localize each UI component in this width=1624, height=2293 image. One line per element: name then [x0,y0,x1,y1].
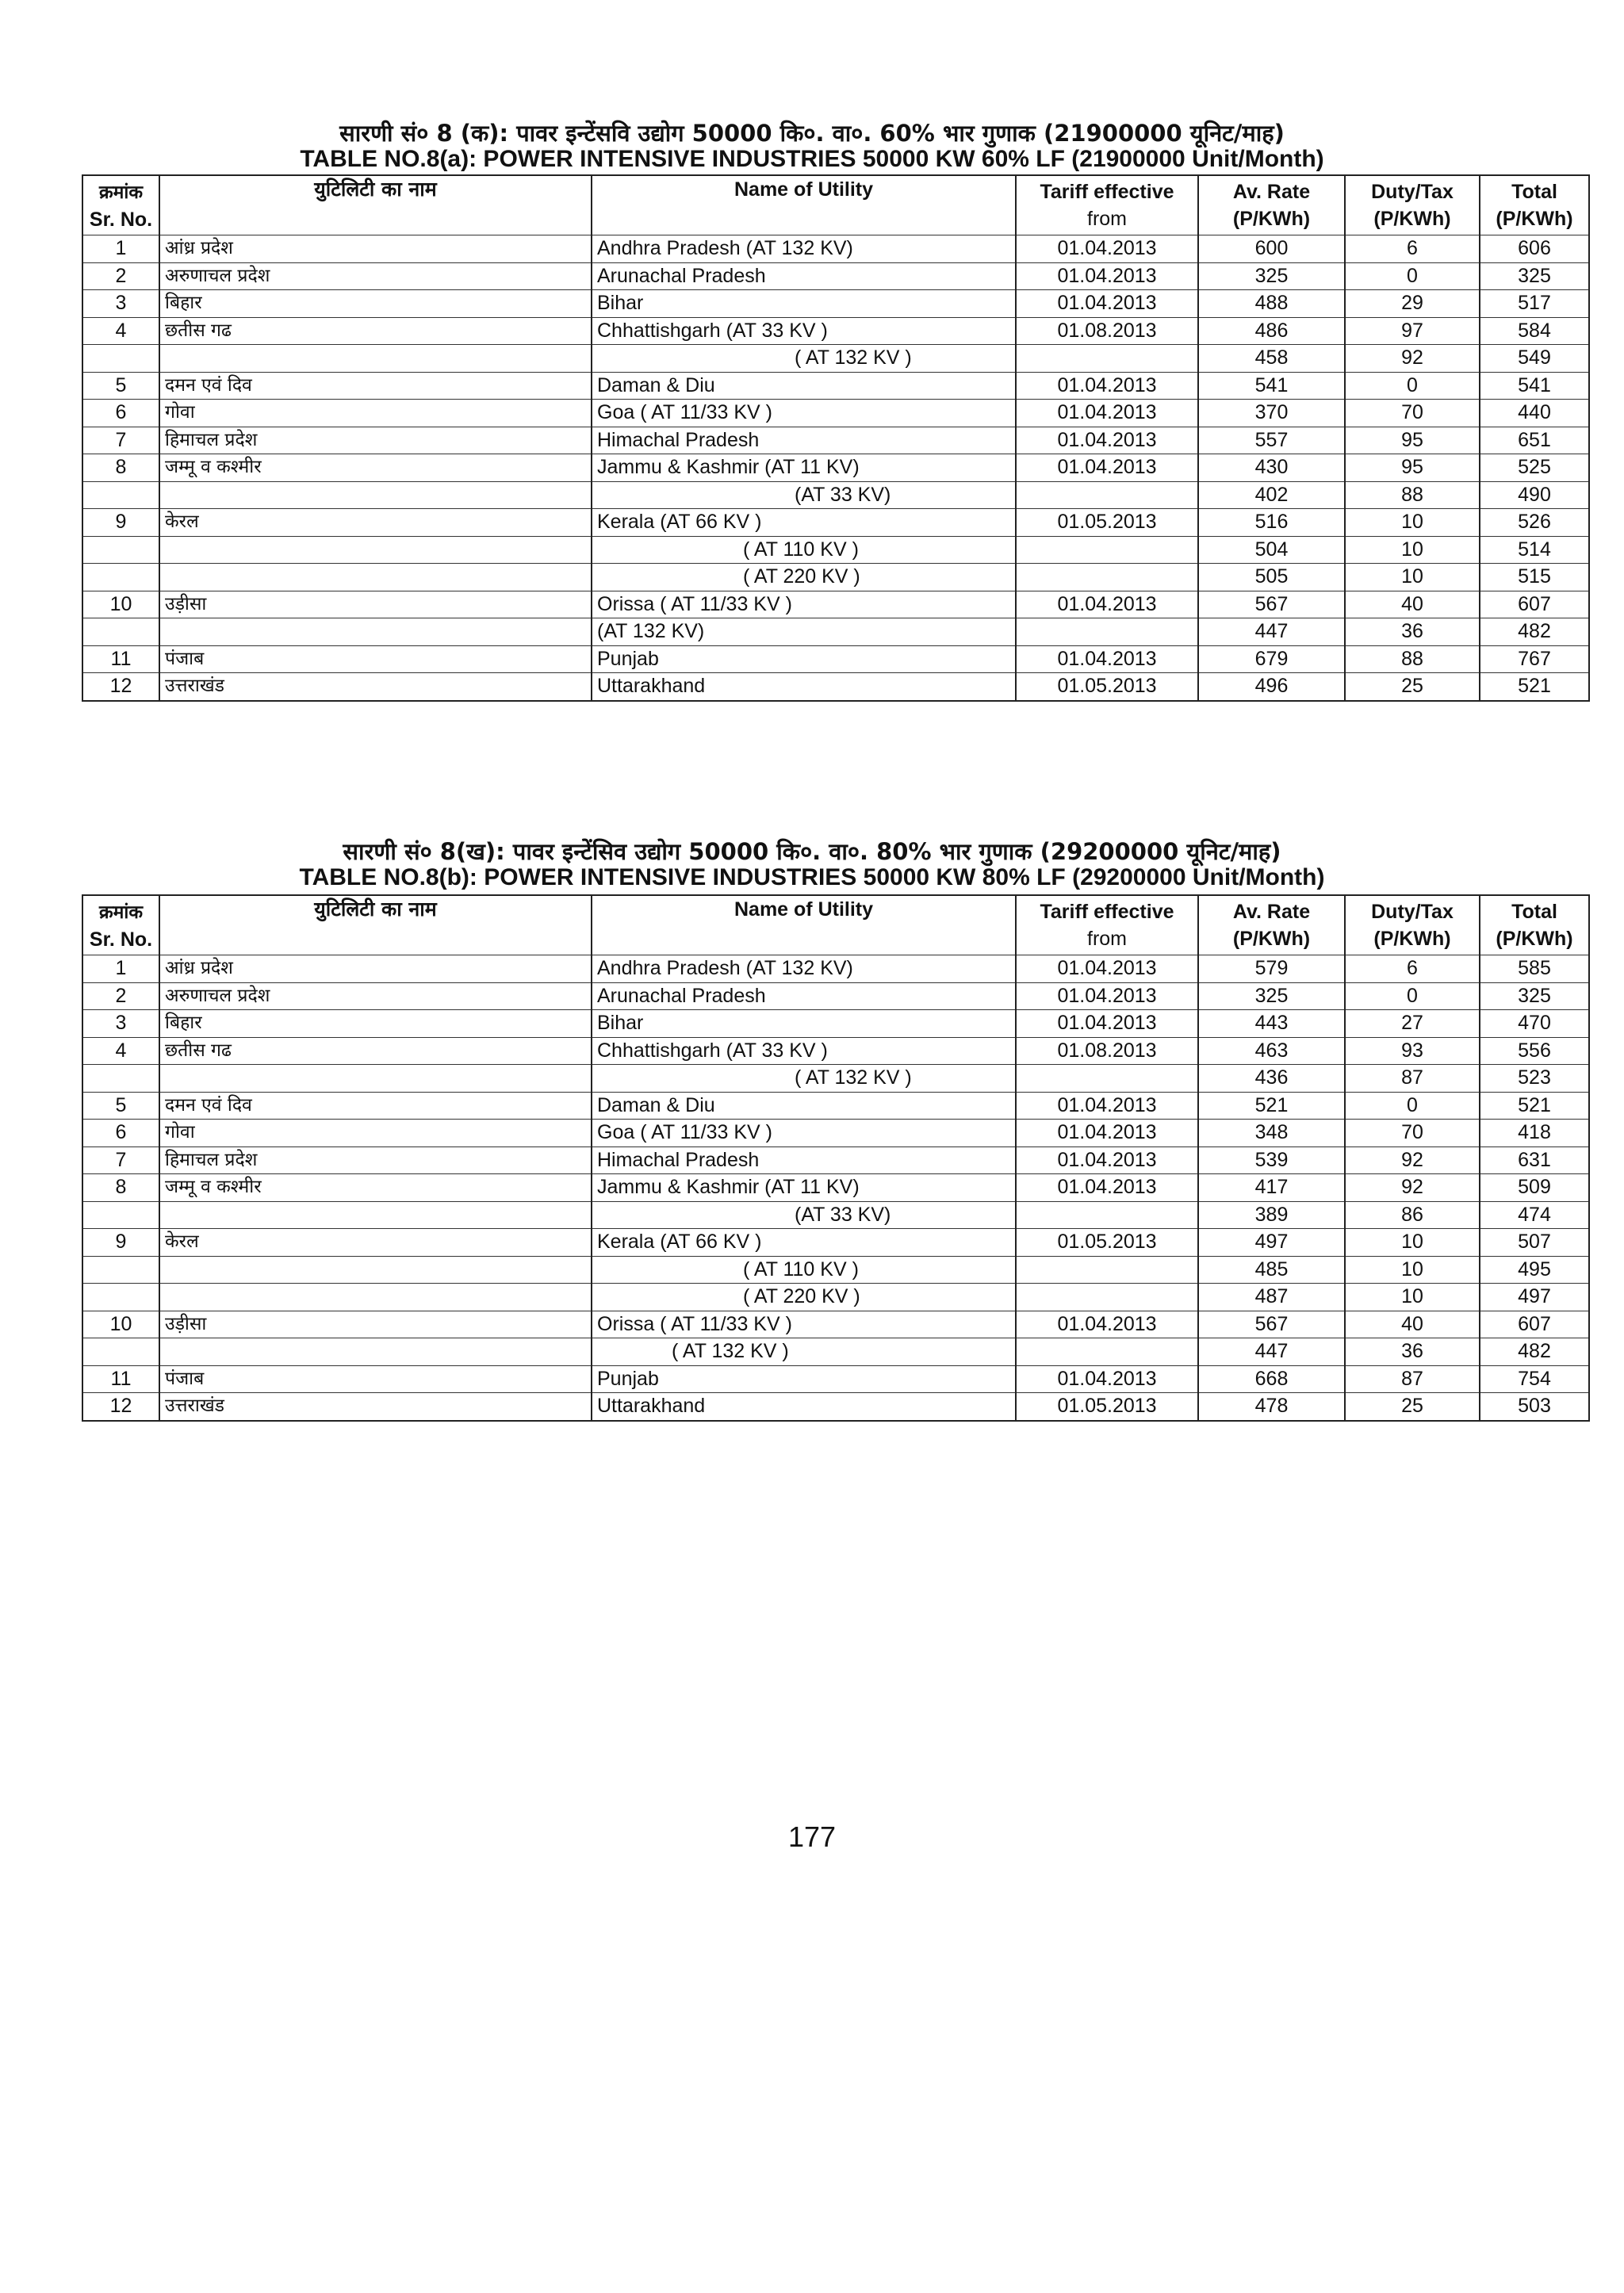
cell-duty-tax: 70 [1345,400,1480,427]
table-row [82,645,1589,673]
cell-utility-hindi: बिहार [159,290,592,318]
cell-utility-hindi: पंजाब [159,645,592,673]
cell-utility-english: Chhattishgarh (AT 33 KV ) [592,317,1016,345]
table-row [82,1174,1589,1202]
cell-av-rate: 458 [1198,345,1345,373]
cell-tariff-date: 01.04.2013 [1016,1120,1198,1147]
cell-av-rate: 504 [1198,536,1345,564]
cell-duty-tax: 92 [1345,345,1480,373]
cell-tariff-date: 01.04.2013 [1016,1365,1198,1393]
cell-av-rate: 487 [1198,1284,1345,1311]
cell-duty-tax: 88 [1345,645,1480,673]
table-row [82,290,1589,318]
cell-duty-tax: 10 [1345,536,1480,564]
cell-utility-hindi [159,481,592,509]
cell-total: 541 [1480,372,1589,400]
cell-utility-english: Daman & Diu [592,1092,1016,1120]
cell-tariff-date: 01.04.2013 [1016,262,1198,290]
table-row [82,1092,1589,1120]
table-row [82,955,1589,983]
table-row [82,1311,1589,1338]
cell-tariff-date: 01.04.2013 [1016,1174,1198,1202]
cell-av-rate: 679 [1198,645,1345,673]
cell-duty-tax: 29 [1345,290,1480,318]
cell-utility-hindi [159,1065,592,1093]
cell-sr-no: 6 [82,400,159,427]
cell-duty-tax: 88 [1345,481,1480,509]
table-row [82,1284,1589,1311]
cell-av-rate: 541 [1198,372,1345,400]
cell-utility-hindi [159,1338,592,1366]
cell-utility-hindi [159,1201,592,1229]
cell-utility-hindi: छतीस गढ [159,317,592,345]
cell-av-rate: 348 [1198,1120,1345,1147]
header-utility-hindi: युटिलिटी का नाम [159,895,592,955]
cell-utility-hindi: उत्तराखंड [159,673,592,701]
cell-utility-english: Daman & Diu [592,372,1016,400]
header-utility-english: Name of Utility [592,175,1016,235]
cell-sr-no: 3 [82,1010,159,1038]
cell-sr-no: 3 [82,290,159,318]
cell-av-rate: 600 [1198,235,1345,263]
table-row [82,481,1589,509]
cell-utility-hindi: अरुणाचल प्रदेश [159,262,592,290]
table-row [82,317,1589,345]
cell-sr-no [82,1065,159,1093]
table-b-body [82,955,1589,1421]
cell-total: 325 [1480,982,1589,1010]
cell-utility-hindi: बिहार [159,1010,592,1038]
table-row [82,1393,1589,1421]
cell-sr-no [82,345,159,373]
table-row [82,235,1589,263]
cell-utility-english: ( AT 132 KV ) [592,1338,1016,1366]
cell-utility-english: Arunachal Pradesh [592,982,1016,1010]
cell-tariff-date [1016,618,1198,646]
cell-duty-tax: 6 [1345,235,1480,263]
cell-total: 521 [1480,673,1589,701]
cell-av-rate: 370 [1198,400,1345,427]
cell-av-rate: 567 [1198,591,1345,618]
cell-utility-english: ( AT 220 KV ) [592,1284,1016,1311]
table-header-row [82,175,1589,235]
table-row [82,564,1589,591]
cell-utility-english: Goa ( AT 11/33 KV ) [592,1120,1016,1147]
cell-sr-no: 5 [82,372,159,400]
cell-total: 470 [1480,1010,1589,1038]
cell-duty-tax: 10 [1345,1229,1480,1257]
cell-duty-tax: 93 [1345,1037,1480,1065]
cell-utility-hindi: केरल [159,509,592,537]
cell-tariff-date: 01.04.2013 [1016,235,1198,263]
table-a [82,174,1590,702]
header-total: Total (P/KWh) [1480,175,1589,235]
cell-tariff-date: 01.04.2013 [1016,372,1198,400]
cell-duty-tax: 0 [1345,982,1480,1010]
cell-tariff-date: 01.04.2013 [1016,427,1198,454]
table-b-caption-english: TABLE NO.8(b): POWER INTENSIVE INDUSTRIES 50000 KW 80% LF (29200000 Unit/Month) [299,864,1325,890]
cell-sr-no: 8 [82,1174,159,1202]
cell-av-rate: 389 [1198,1201,1345,1229]
table-row [82,1065,1589,1093]
cell-utility-english: Andhra Pradesh (AT 132 KV) [592,955,1016,983]
cell-total: 474 [1480,1201,1589,1229]
cell-utility-english: Andhra Pradesh (AT 132 KV) [592,235,1016,263]
cell-total: 440 [1480,400,1589,427]
header-av-rate: Av. Rate (P/KWh) [1198,175,1345,235]
cell-sr-no [82,564,159,591]
cell-utility-hindi: केरल [159,1229,592,1257]
cell-duty-tax: 25 [1345,673,1480,701]
cell-av-rate: 567 [1198,1311,1345,1338]
cell-av-rate: 505 [1198,564,1345,591]
table-row [82,427,1589,454]
cell-sr-no: 1 [82,955,159,983]
cell-utility-english: ( AT 132 KV ) [592,345,1016,373]
table-row [82,1256,1589,1284]
cell-utility-english: ( AT 110 KV ) [592,536,1016,564]
cell-total: 525 [1480,454,1589,482]
header-utility-hindi: युटिलिटी का नाम [159,175,592,235]
cell-av-rate: 447 [1198,618,1345,646]
table-row [82,262,1589,290]
cell-utility-hindi: आंध्र प्रदेश [159,955,592,983]
cell-sr-no: 10 [82,591,159,618]
cell-total: 523 [1480,1065,1589,1093]
cell-utility-english: Kerala (AT 66 KV ) [592,509,1016,537]
cell-duty-tax: 0 [1345,262,1480,290]
cell-sr-no [82,1284,159,1311]
cell-duty-tax: 87 [1345,1365,1480,1393]
cell-utility-hindi: गोवा [159,400,592,427]
cell-utility-hindi: दमन एवं दिव [159,1092,592,1120]
cell-av-rate: 325 [1198,982,1345,1010]
cell-utility-english: ( AT 220 KV ) [592,564,1016,591]
table-row [82,454,1589,482]
cell-total: 754 [1480,1365,1589,1393]
cell-utility-english: Himachal Pradesh [592,1146,1016,1174]
cell-duty-tax: 87 [1345,1065,1480,1093]
table-row [82,591,1589,618]
table-a-caption-english: TABLE NO.8(a): POWER INTENSIVE INDUSTRIES 50000 KW 60% LF (21900000 Unit/Month) [300,146,1324,172]
cell-utility-english: (AT 33 KV) [592,1201,1016,1229]
cell-utility-hindi [159,536,592,564]
table-a-body [82,235,1589,701]
cell-sr-no: 2 [82,262,159,290]
cell-utility-hindi: दमन एवं दिव [159,372,592,400]
cell-total: 585 [1480,955,1589,983]
header-total: Total (P/KWh) [1480,895,1589,955]
cell-total: 607 [1480,1311,1589,1338]
cell-utility-hindi: गोवा [159,1120,592,1147]
table-row [82,345,1589,373]
cell-sr-no: 9 [82,1229,159,1257]
cell-sr-no [82,536,159,564]
cell-total: 515 [1480,564,1589,591]
cell-utility-english: Bihar [592,290,1016,318]
cell-av-rate: 417 [1198,1174,1345,1202]
cell-utility-hindi [159,618,592,646]
cell-av-rate: 443 [1198,1010,1345,1038]
cell-tariff-date: 01.04.2013 [1016,982,1198,1010]
header-duty-tax: Duty/Tax (P/KWh) [1345,175,1480,235]
table-row [82,673,1589,701]
cell-total: 418 [1480,1120,1589,1147]
table-row [82,509,1589,537]
cell-tariff-date: 01.04.2013 [1016,955,1198,983]
cell-av-rate: 463 [1198,1037,1345,1065]
cell-total: 497 [1480,1284,1589,1311]
cell-total: 517 [1480,290,1589,318]
header-tariff-effective: Tariff effective from [1016,895,1198,955]
cell-tariff-date [1016,1284,1198,1311]
cell-utility-hindi [159,1284,592,1311]
cell-duty-tax: 92 [1345,1146,1480,1174]
cell-sr-no: 6 [82,1120,159,1147]
cell-tariff-date: 01.08.2013 [1016,1037,1198,1065]
cell-sr-no: 8 [82,454,159,482]
cell-duty-tax: 40 [1345,1311,1480,1338]
cell-av-rate: 497 [1198,1229,1345,1257]
cell-sr-no: 5 [82,1092,159,1120]
cell-tariff-date: 01.05.2013 [1016,673,1198,701]
cell-utility-english: Chhattishgarh (AT 33 KV ) [592,1037,1016,1065]
cell-duty-tax: 36 [1345,1338,1480,1366]
cell-av-rate: 478 [1198,1393,1345,1421]
cell-sr-no: 7 [82,1146,159,1174]
cell-duty-tax: 97 [1345,317,1480,345]
cell-utility-english: Jammu & Kashmir (AT 11 KV) [592,454,1016,482]
cell-tariff-date: 01.04.2013 [1016,645,1198,673]
cell-total: 651 [1480,427,1589,454]
cell-duty-tax: 36 [1345,618,1480,646]
cell-av-rate: 579 [1198,955,1345,983]
cell-duty-tax: 10 [1345,509,1480,537]
cell-sr-no: 1 [82,235,159,263]
cell-sr-no: 9 [82,509,159,537]
cell-sr-no: 4 [82,317,159,345]
cell-total: 482 [1480,618,1589,646]
header-sr: क्रमांक Sr. No. [82,175,159,235]
cell-duty-tax: 0 [1345,1092,1480,1120]
cell-utility-hindi: उड़ीसा [159,1311,592,1338]
cell-duty-tax: 6 [1345,955,1480,983]
cell-tariff-date: 01.04.2013 [1016,400,1198,427]
table-header-row [82,895,1589,955]
cell-duty-tax: 92 [1345,1174,1480,1202]
cell-utility-hindi [159,345,592,373]
cell-duty-tax: 95 [1345,454,1480,482]
cell-total: 556 [1480,1037,1589,1065]
cell-duty-tax: 70 [1345,1120,1480,1147]
cell-utility-hindi: जम्मू व कश्मीर [159,454,592,482]
cell-sr-no: 11 [82,1365,159,1393]
cell-utility-english: Punjab [592,645,1016,673]
cell-duty-tax: 10 [1345,1284,1480,1311]
cell-av-rate: 402 [1198,481,1345,509]
cell-duty-tax: 25 [1345,1393,1480,1421]
cell-tariff-date [1016,536,1198,564]
cell-utility-hindi: आंध्र प्रदेश [159,235,592,263]
cell-av-rate: 486 [1198,317,1345,345]
cell-utility-english: Arunachal Pradesh [592,262,1016,290]
cell-duty-tax: 10 [1345,1256,1480,1284]
cell-utility-hindi: जम्मू व कश्मीर [159,1174,592,1202]
cell-sr-no [82,1338,159,1366]
cell-tariff-date [1016,1065,1198,1093]
table-row [82,1338,1589,1366]
cell-av-rate: 557 [1198,427,1345,454]
header-utility-english: Name of Utility [592,895,1016,955]
cell-total: 607 [1480,591,1589,618]
cell-av-rate: 668 [1198,1365,1345,1393]
cell-utility-hindi: अरुणाचल प्रदेश [159,982,592,1010]
table-a-caption-hindi: सारणी सं० 8 (क): पावर इन्टेंसवि उद्योग 50000 कि०. वा०. 60% भार गुणाक (21900000 यूनिट/माह) [339,120,1285,147]
header-av-rate: Av. Rate (P/KWh) [1198,895,1345,955]
cell-duty-tax: 95 [1345,427,1480,454]
cell-sr-no: 7 [82,427,159,454]
cell-sr-no: 12 [82,673,159,701]
table-row [82,536,1589,564]
table-row [82,1365,1589,1393]
cell-duty-tax: 10 [1345,564,1480,591]
cell-av-rate: 485 [1198,1256,1345,1284]
cell-av-rate: 496 [1198,673,1345,701]
cell-total: 631 [1480,1146,1589,1174]
cell-utility-english: Himachal Pradesh [592,427,1016,454]
cell-total: 549 [1480,345,1589,373]
cell-utility-english: Orissa ( AT 11/33 KV ) [592,591,1016,618]
cell-sr-no [82,1201,159,1229]
cell-sr-no: 4 [82,1037,159,1065]
cell-sr-no [82,481,159,509]
cell-duty-tax: 27 [1345,1010,1480,1038]
cell-utility-english: Uttarakhand [592,673,1016,701]
cell-tariff-date: 01.04.2013 [1016,1092,1198,1120]
cell-sr-no [82,1256,159,1284]
cell-utility-english: (AT 33 KV) [592,481,1016,509]
cell-av-rate: 325 [1198,262,1345,290]
cell-sr-no: 11 [82,645,159,673]
table-b-caption-hindi: सारणी सं० 8(ख): पावर इन्टेंसिव उद्योग 50000 कि०. वा०. 80% भार गुणाक (29200000 यूनिट/माह) [343,838,1281,865]
table-row [82,1120,1589,1147]
cell-tariff-date: 01.04.2013 [1016,1010,1198,1038]
cell-utility-english: Goa ( AT 11/33 KV ) [592,400,1016,427]
cell-tariff-date: 01.04.2013 [1016,1146,1198,1174]
table-row [82,400,1589,427]
cell-utility-hindi [159,564,592,591]
cell-utility-hindi: छतीस गढ [159,1037,592,1065]
cell-tariff-date: 01.04.2013 [1016,1311,1198,1338]
page-number: 177 [787,1820,837,1853]
cell-utility-hindi: उड़ीसा [159,591,592,618]
cell-sr-no: 10 [82,1311,159,1338]
cell-utility-hindi: हिमाचल प्रदेश [159,427,592,454]
cell-sr-no: 12 [82,1393,159,1421]
table-b [82,894,1590,1422]
cell-duty-tax: 86 [1345,1201,1480,1229]
cell-total: 606 [1480,235,1589,263]
cell-tariff-date [1016,1256,1198,1284]
cell-av-rate: 430 [1198,454,1345,482]
cell-av-rate: 436 [1198,1065,1345,1093]
cell-utility-hindi [159,1256,592,1284]
cell-utility-hindi: पंजाब [159,1365,592,1393]
cell-tariff-date: 01.05.2013 [1016,509,1198,537]
table-row [82,372,1589,400]
cell-total: 495 [1480,1256,1589,1284]
cell-tariff-date [1016,564,1198,591]
cell-duty-tax: 40 [1345,591,1480,618]
cell-utility-english: Orissa ( AT 11/33 KV ) [592,1311,1016,1338]
cell-total: 521 [1480,1092,1589,1120]
cell-tariff-date: 01.04.2013 [1016,290,1198,318]
cell-tariff-date [1016,1201,1198,1229]
cell-tariff-date: 01.08.2013 [1016,317,1198,345]
cell-utility-english: Punjab [592,1365,1016,1393]
cell-duty-tax: 0 [1345,372,1480,400]
cell-av-rate: 516 [1198,509,1345,537]
header-sr: क्रमांक Sr. No. [82,895,159,955]
cell-utility-english: Bihar [592,1010,1016,1038]
cell-total: 509 [1480,1174,1589,1202]
cell-total: 490 [1480,481,1589,509]
cell-tariff-date: 01.05.2013 [1016,1229,1198,1257]
table-row [82,1037,1589,1065]
cell-utility-english: Uttarakhand [592,1393,1016,1421]
cell-sr-no: 2 [82,982,159,1010]
cell-tariff-date: 01.05.2013 [1016,1393,1198,1421]
table-row [82,1146,1589,1174]
cell-tariff-date [1016,481,1198,509]
cell-sr-no [82,618,159,646]
cell-utility-hindi: उत्तराखंड [159,1393,592,1421]
cell-total: 514 [1480,536,1589,564]
cell-utility-hindi: हिमाचल प्रदेश [159,1146,592,1174]
cell-total: 325 [1480,262,1589,290]
table-row [82,1010,1589,1038]
cell-tariff-date [1016,345,1198,373]
cell-total: 767 [1480,645,1589,673]
cell-utility-english: Jammu & Kashmir (AT 11 KV) [592,1174,1016,1202]
cell-total: 503 [1480,1393,1589,1421]
table-row [82,982,1589,1010]
cell-utility-english: ( AT 110 KV ) [592,1256,1016,1284]
cell-total: 526 [1480,509,1589,537]
cell-total: 584 [1480,317,1589,345]
cell-tariff-date: 01.04.2013 [1016,454,1198,482]
cell-av-rate: 539 [1198,1146,1345,1174]
cell-utility-english: Kerala (AT 66 KV ) [592,1229,1016,1257]
cell-total: 482 [1480,1338,1589,1366]
cell-av-rate: 447 [1198,1338,1345,1366]
cell-utility-english: (AT 132 KV) [592,618,1016,646]
header-tariff-effective: Tariff effective from [1016,175,1198,235]
table-row [82,1229,1589,1257]
cell-total: 507 [1480,1229,1589,1257]
cell-tariff-date [1016,1338,1198,1366]
table-row [82,618,1589,646]
cell-av-rate: 521 [1198,1092,1345,1120]
cell-utility-english: ( AT 132 KV ) [592,1065,1016,1093]
table-row [82,1201,1589,1229]
cell-av-rate: 488 [1198,290,1345,318]
header-duty-tax: Duty/Tax (P/KWh) [1345,895,1480,955]
cell-tariff-date: 01.04.2013 [1016,591,1198,618]
